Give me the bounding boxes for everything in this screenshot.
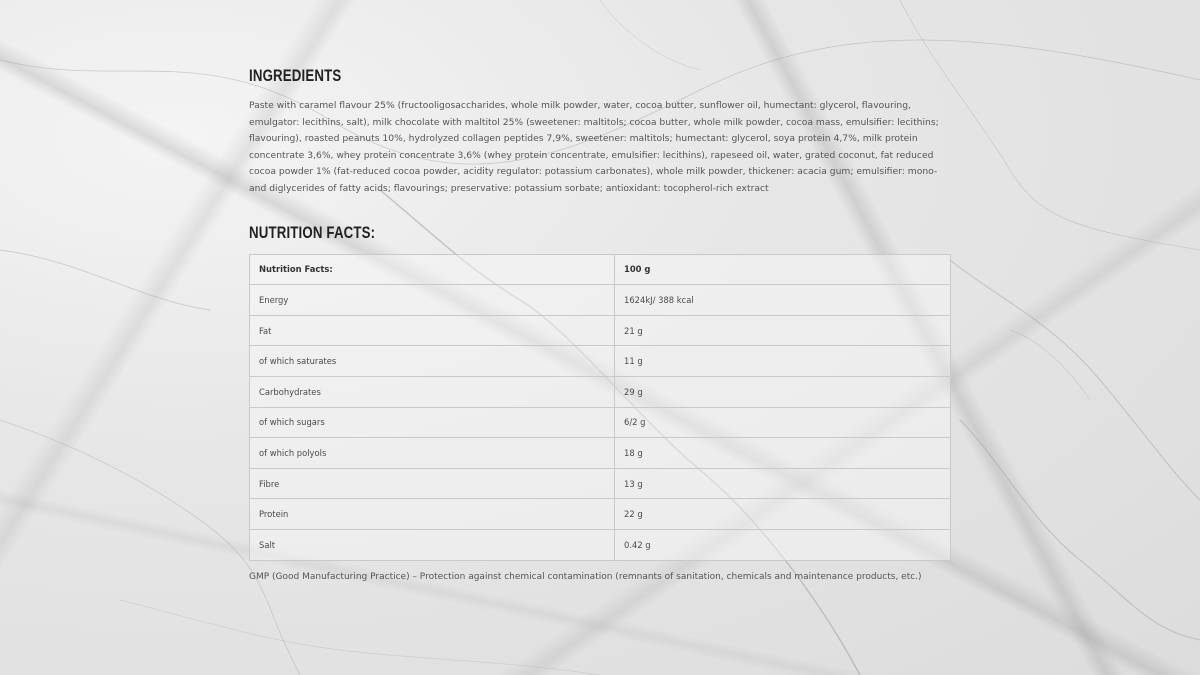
nutrient-name: Carbohydrates — [250, 376, 615, 407]
nutrient-value: 6/2 g — [615, 407, 951, 438]
nutrient-value: 18 g — [615, 438, 951, 469]
table-row — [250, 529, 951, 560]
nutrient-value: 29 g — [615, 376, 951, 407]
nutrient-value: 0.42 g — [615, 529, 951, 560]
gmp-footnote: GMP (Good Manufacturing Practice) – Protection against chemical contamination (remnants of sanitation, chemicals and maintenance products, etc.) — [249, 571, 922, 582]
product-info — [249, 64, 953, 582]
nutrient-name: of which polyols — [250, 438, 615, 469]
nutrient-name: Salt — [250, 529, 615, 560]
nutrient-name: Fat — [250, 315, 615, 346]
nutrient-value: 11 g — [615, 346, 951, 377]
table-row — [250, 407, 951, 438]
nutrient-value: 21 g — [615, 315, 951, 346]
table-row — [250, 346, 951, 377]
nutrient-value: 13 g — [615, 468, 951, 499]
nutrient-name: of which sugars — [250, 407, 615, 438]
nutrient-value: 22 g — [615, 499, 951, 530]
table-row — [250, 315, 951, 346]
nutrition-facts-heading: NUTRITION FACTS: — [249, 222, 376, 242]
nutrition-header-value: 100 g — [615, 254, 951, 285]
table-row — [250, 468, 951, 499]
table-row — [250, 499, 951, 530]
nutrition-table-header — [250, 254, 951, 285]
nutrient-name: Fibre — [250, 468, 615, 499]
table-row — [250, 376, 951, 407]
nutrient-name: of which saturates — [250, 346, 615, 377]
nutrient-value: 1624kJ/ 388 kcal — [615, 285, 951, 316]
nutrient-name: Energy — [250, 285, 615, 316]
table-row — [250, 285, 951, 316]
nutrition-table — [249, 254, 951, 561]
ingredients-text: Paste with caramel flavour 25% (fructooligosaccharides, whole milk powder, water, cocoa butter, sunflower oil, humectant: glycerol, flavouring, emulgator: lecithins, salt), milk chocolate with maltitol 25% (sweetener: maltitols; cocoa butter, whole milk powder, cocoa mass, emulsifier: lecithins; flavouring), roasted peanuts 10%, hydrolyzed collagen peptides 7,9%, sweetener: maltitols; humectant: glycerol, soya protein 4,7%, milk protein concentrate 3,6%, whey protein concentrate 3,6% (whey protein concentrate, emulsifier: lecithins), rapeseed oil, water, grated coconut, fat reduced cocoa powder 1% (fat-reduced cocoa powder, acidity regulator: potassium carbonates), whole milk powder, thickener: acacia gum; emulsifier: mono- and diglycerides of fatty acids; flavourings; preservative: potassium sorbate; antioxidant: tocopherol-rich extract — [249, 100, 939, 194]
ingredients-heading: INGREDIENTS — [249, 66, 342, 85]
nutrition-header-name: Nutrition Facts: — [250, 254, 615, 285]
nutrient-name: Protein — [250, 499, 615, 530]
table-row — [250, 438, 951, 469]
